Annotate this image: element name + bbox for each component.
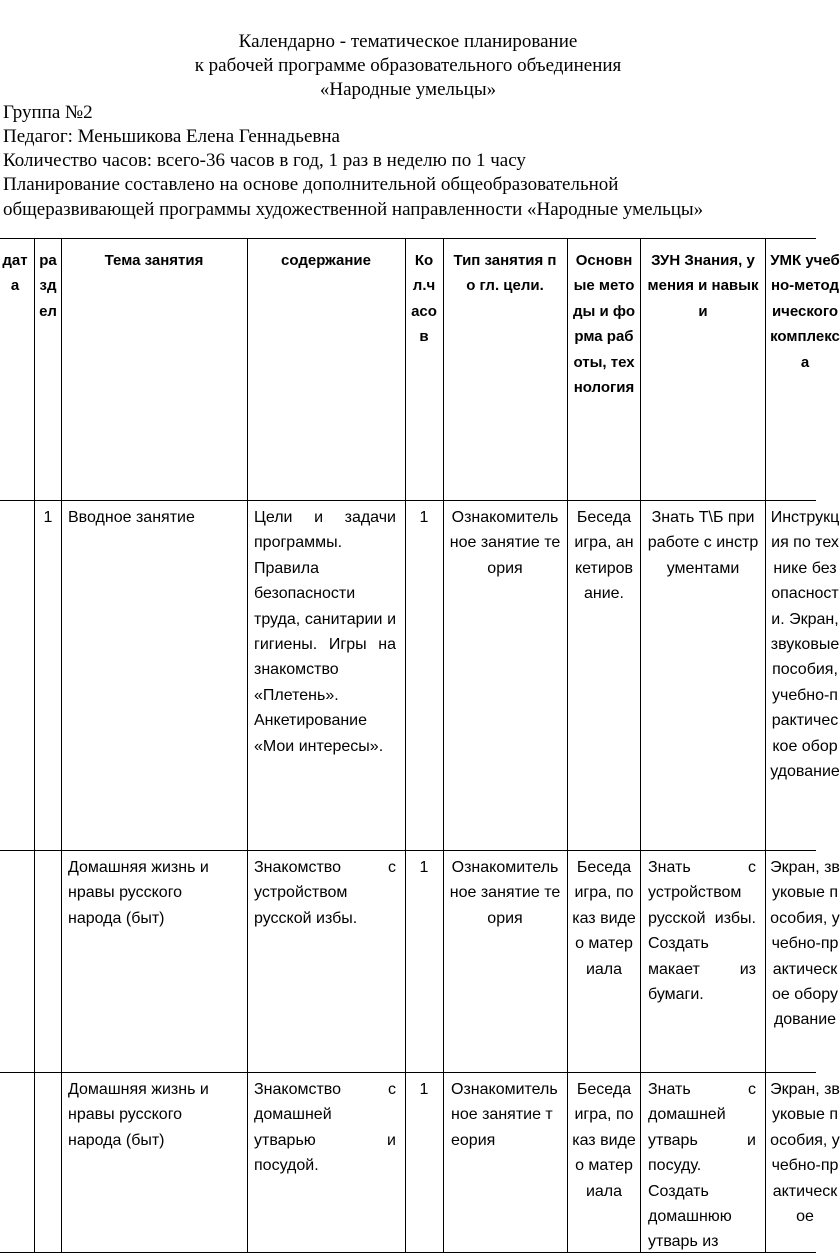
group-label: Группа №2 [3,102,93,123]
page-title-line-3: «Народные умельцы» [319,79,497,100]
header-zun: ЗУН Знания, умения и навыки [647,252,759,320]
row-3-content: Знакомство с домашней утварью и посудой. [254,1081,396,1175]
row-2-content: Знакомство с устройством русской избы. [254,859,396,927]
hours-label: Количество часов: всего-36 часов в год, 1 раз в неделю по 1 часу [3,150,526,171]
row-1-umk: Инструкция по технике безопасности. Экран, звуковые пособия, учебно-практическое оборудование [770,509,840,781]
header-content: содержание [281,252,371,269]
teacher-label: Педагог: Меньшикова Елена Геннадьевна [3,126,340,147]
row-2-hours: 1 [419,859,429,876]
row-3-hours: 1 [419,1081,429,1098]
row-1-content: Цели и задачи программы. Правила безопасности труда, санитарии и гигиены. Игры на знакомство «Плетень». Анкетирование «Мои интересы». [254,509,396,755]
header-hours: Кол.часов [411,252,437,346]
basis-line-1: Планирование составлено на основе дополнительной общеобразовательной [3,174,619,195]
row-2-umk: Экран, звуковые пособия, учебно-практическое оборудование [770,859,840,1029]
row-1-hours: 1 [419,509,429,526]
page-title-line-1: Календарно - тематическое планирование [238,31,578,52]
basis-line-2: общеразвивающей программы художественной направленности «Народные умельцы» [3,199,704,220]
row-3-zun: Знать с домашней утварь и посуду. Создать домашнюю утварь из [648,1081,756,1251]
row-3-umk: Экран, звуковые пособия, учебно-практическое [770,1081,840,1226]
header-section: раздел [39,252,57,320]
header-umk: УМК учебно-методического комплекса [770,252,840,371]
page-title-line-2: к рабочей программе образовательного объединения [194,55,622,76]
row-2-type: Ознакомительное занятие теория [449,859,561,927]
row-1-section: 1 [43,509,53,526]
row-1-type: Ознакомительное занятие теория [449,509,561,577]
row-1-zun: Знать Т\Б при работе с инструментами [647,509,759,577]
row-2-topic: Домашняя жизнь и нравы русского народа (быт) [68,859,209,927]
header-topic: Тема занятия [104,252,204,269]
row-2-methods: Беседа игра, показ видео материала [572,859,636,978]
row-3-methods: Беседа игра, показ видео материала [572,1081,636,1200]
header-methods: Основные методы и форма работы, технология [573,252,635,397]
row-2-zun: Знать с устройством русской избы. Создать макает из бумаги. [648,859,756,1004]
row-1-topic: Вводное занятие [68,509,195,526]
header-date: дата [2,252,28,295]
row-3-type: Ознакомительное занятие теория [451,1081,558,1149]
row-3-topic: Домашняя жизнь и нравы русского народа (быт) [68,1081,209,1149]
row-1-methods: Беседа игра, анкетирование. [574,509,634,603]
header-type: Тип занятия по гл. цели. [453,252,557,295]
